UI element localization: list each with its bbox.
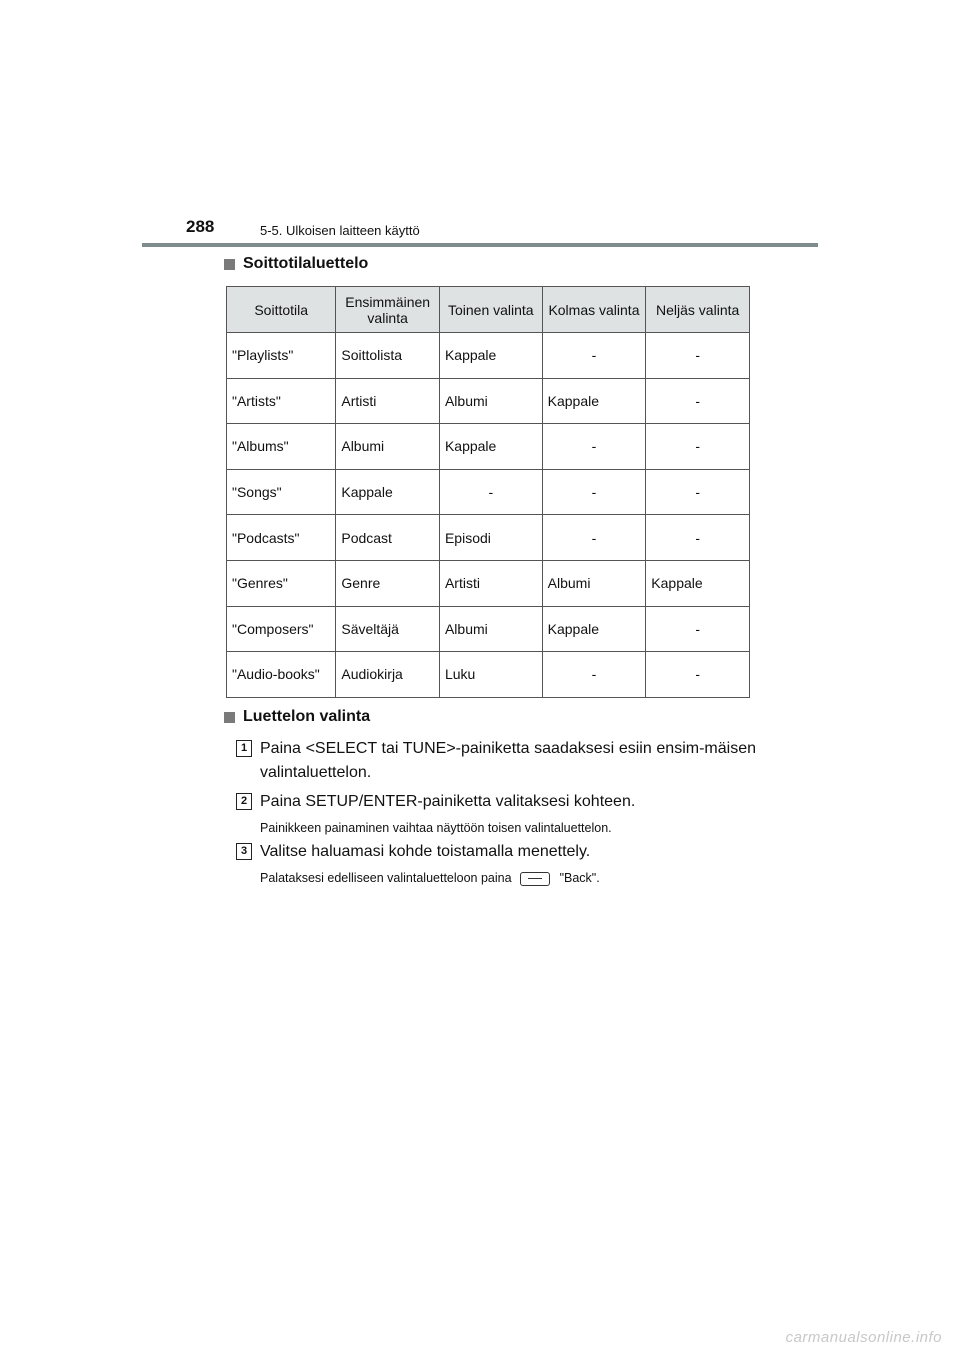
table-row [227,424,750,470]
table-cell: - [646,378,750,424]
table-cell: - [439,469,542,515]
table-cell: "Playlists" [227,333,336,379]
note-text-before: Palataksesi edelliseen valintaluetteloon paina [260,871,512,885]
section-title: 5-5. Ulkoisen laitteen käyttö [260,223,420,238]
table-cell: "Audio-books" [227,652,336,698]
table-cell: Albumi [439,378,542,424]
table-cell: "Artists" [227,378,336,424]
table-header-cell: Kolmas valinta [542,287,646,333]
header-divider [142,243,818,247]
table-cell: Albumi [542,560,646,606]
note-text-after: "Back". [559,871,600,885]
table-cell: - [646,424,750,470]
step-2 [236,790,756,814]
table-cell: Podcast [336,515,440,561]
step-number-badge: 1 [236,740,252,757]
table-header-cell: Neljäs valinta [646,287,750,333]
table-cell: Albumi [439,606,542,652]
table-cell: Kappale [542,378,646,424]
table-cell: - [646,333,750,379]
table-cell: "Albums" [227,424,336,470]
table-row [227,606,750,652]
table-row [227,560,750,606]
table-cell: Kappale [439,424,542,470]
table-header-cell: Ensimmäinen valinta [336,287,440,333]
table-header-cell: Soittotila [227,287,336,333]
table-row [227,378,750,424]
table-cell: Säveltäjä [336,606,440,652]
step-2-note: Painikkeen painaminen vaihtaa näyttöön toisen valintaluettelon. [260,821,612,835]
table-cell: "Genres" [227,560,336,606]
table-cell: Kappale [542,606,646,652]
heading-text: Soittotilaluettelo [243,255,369,272]
table-cell: Audiokirja [336,652,440,698]
square-bullet-icon [224,712,235,723]
table-cell: Albumi [336,424,440,470]
step-text: Paina <SELECT tai TUNE>-painiketta saadaksesi esiin ensim-mäisen valintaluettelon. [260,740,756,781]
table-cell: Kappale [336,469,440,515]
table-header-cell: Toinen valinta [439,287,542,333]
table-cell: - [542,424,646,470]
step-text: Valitse haluamasi kohde toistamalla menettely. [260,843,591,860]
step-3-note [260,871,600,886]
table-cell: "Composers" [227,606,336,652]
table-cell: Artisti [439,560,542,606]
table-cell: "Songs" [227,469,336,515]
table-row [227,469,750,515]
table-cell: - [542,515,646,561]
table-cell: - [646,652,750,698]
table-cell: - [542,469,646,515]
table-cell: - [542,333,646,379]
table-cell: "Podcasts" [227,515,336,561]
heading-text: Luettelon valinta [243,708,371,725]
table-cell: Soittolista [336,333,440,379]
table-cell: - [542,652,646,698]
table-cell: Kappale [439,333,542,379]
table-cell: Genre [336,560,440,606]
table-cell: Artisti [336,378,440,424]
page-number: 288 [186,217,215,236]
table-header-row [227,287,750,333]
square-bullet-icon [224,259,235,270]
heading-soittotilaluettelo [224,255,368,273]
heading-luettelon-valinta [224,708,370,726]
table-cell: - [646,469,750,515]
step-text: Paina SETUP/ENTER-painiketta valitaksesi kohteen. [260,793,636,810]
table-row [227,652,750,698]
step-3 [236,840,756,864]
back-button-icon [520,872,550,886]
watermark: carmanualsonline.info [785,1329,942,1346]
step-number-badge: 2 [236,793,252,810]
table-row [227,515,750,561]
table-cell: - [646,515,750,561]
table-cell: Kappale [646,560,750,606]
step-1 [236,737,756,785]
table-cell: - [646,606,750,652]
play-mode-table [226,286,750,698]
table-row [227,333,750,379]
step-number-badge: 3 [236,843,252,860]
table-cell: Luku [439,652,542,698]
table-cell: Episodi [439,515,542,561]
